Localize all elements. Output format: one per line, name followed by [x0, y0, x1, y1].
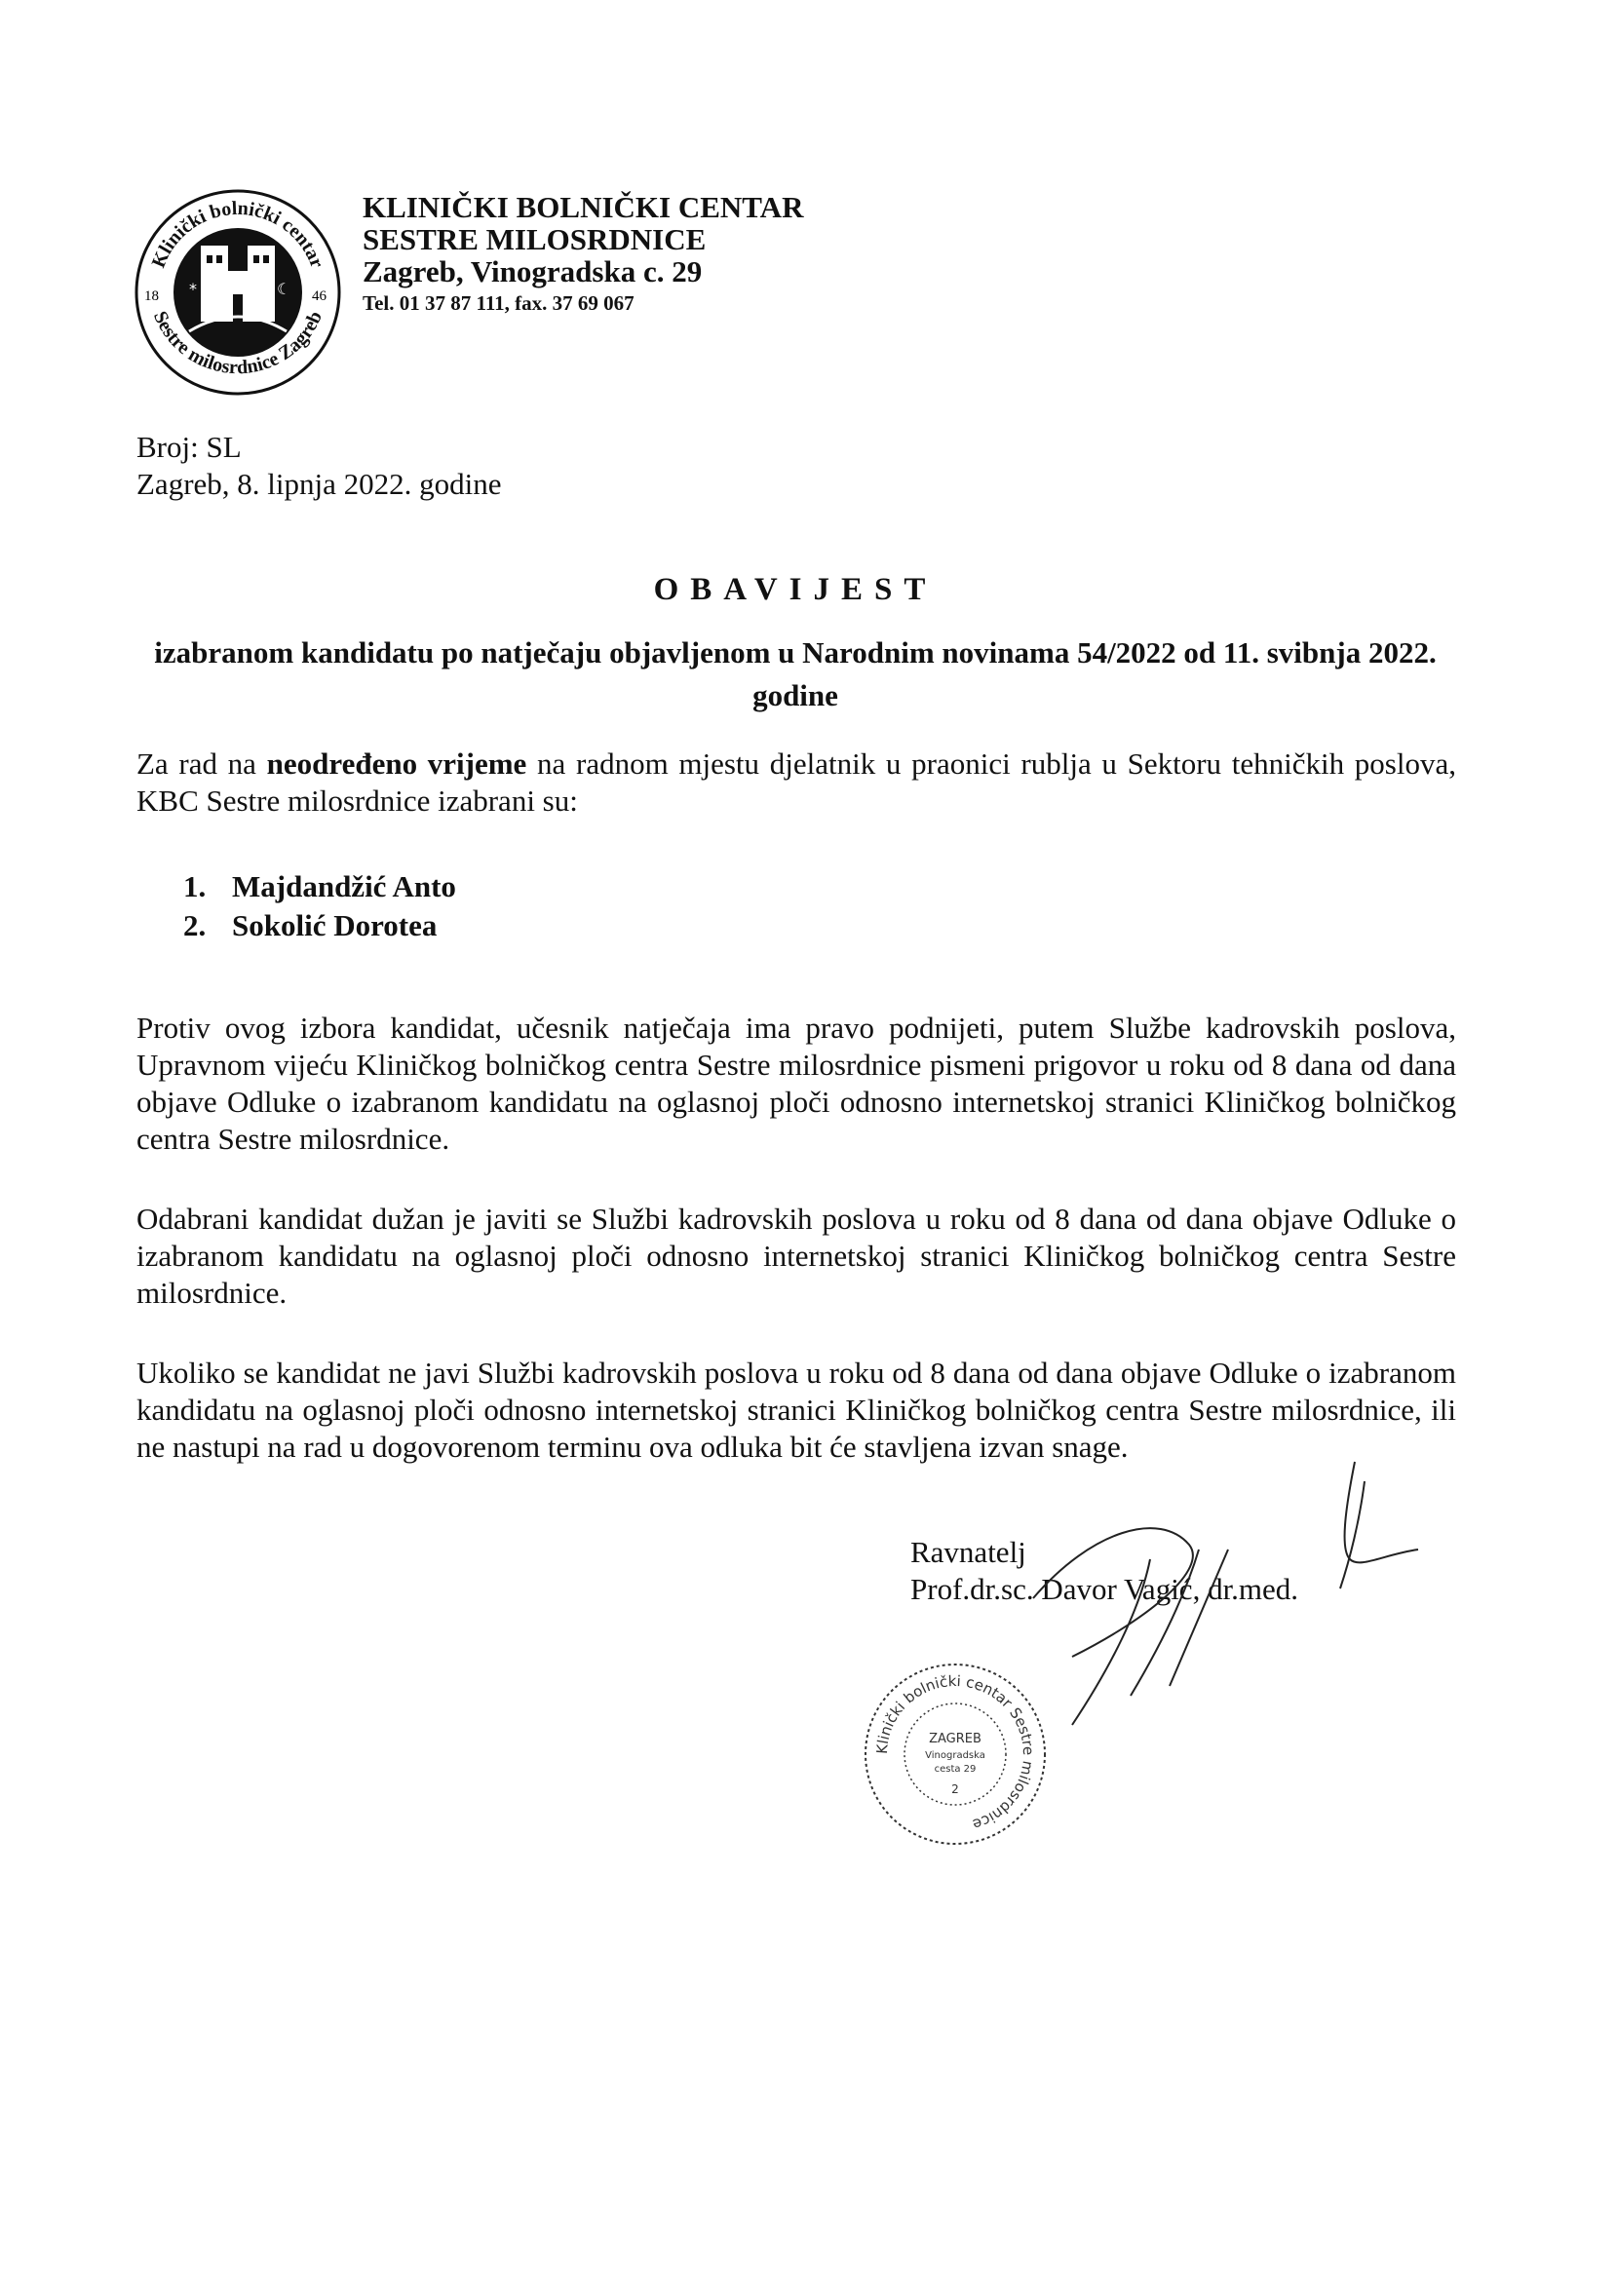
signatory-name: Prof.dr.sc. Davor Vagić, dr.med.: [910, 1572, 1299, 1606]
document-subtitle: izabranom kandidatu po natječaju objavljenom u Narodnim novinama 54/2022 od 11. svibnja 2022. godine: [154, 635, 1437, 712]
logo-year-right: 46: [312, 288, 327, 304]
candidate-name: Majdandžić Anto: [232, 869, 456, 903]
candidate-list: [183, 867, 456, 945]
logo-year-left: 18: [144, 288, 159, 304]
document-date: Zagreb, 8. lipnja 2022. godine: [136, 467, 502, 501]
intro-paragraph: [136, 746, 1456, 820]
logo-text-bottom: Sestre milosrdnice Zagreb: [148, 308, 327, 379]
stamp-ring-text: Klinički bolnički centar Sestre milosrdnice: [872, 1671, 1038, 1834]
validity-paragraph: Ukoliko se kandidat ne javi Službi kadrovskih poslova u roku od 8 dana od dana objave Odluke o izabranom kandidatu na oglasnoj ploči odnosno internetskoj stranici Kliničkog bolničkog centra Sestre milosrdnice, ili ne nastupi na rad u dogovorenom terminu ova odluka bit će stavljena izvan snage.: [136, 1356, 1456, 1464]
intro-text-before: Za rad na: [136, 746, 267, 781]
intro-text-after: na radnom mjestu djelatnik u praonici rublja u Sektoru tehničkih poslova, KBC Sestre milosrdnice izabrani su:: [136, 746, 1456, 818]
document-title: OBAVIJEST: [653, 572, 938, 607]
reporting-paragraph: Odabrani kandidat dužan je javiti se Službi kadrovskih poslova u roku od 8 dana od dana objave Odluke o izabranom kandidatu na oglasnoj ploči odnosno internetskoj stranici Kliničkog bolničkog centra Sestre milosrdnice.: [136, 1202, 1456, 1310]
list-item: [183, 867, 456, 906]
institution-name-line2: SESTRE MILOSRDNICE: [363, 222, 707, 256]
reference-number: Broj: SL: [136, 430, 242, 464]
objection-paragraph: Protiv ovog izbora kandidat, učesnik natječaja ima pravo podnijeti, putem Službe kadrovskih poslova, Upravnom vijeću Kliničkog bolničkog centra Sestre milosrdnice pismeni prigovor u roku od 8 dana od dana objave Odluke o izabranom kandidatu na oglasnoj ploči odnosno internetskoj stranici Kliničkog bolničkog centra Sestre milosrdnice.: [136, 1011, 1456, 1156]
svg-text:☾: ☾: [277, 280, 291, 298]
hospital-logo: [131, 185, 345, 400]
intro-text-bold: neodređeno vrijeme: [266, 746, 527, 781]
institution-address: Zagreb, Vinogradska c. 29: [363, 254, 703, 288]
list-item-number: 2.: [183, 908, 207, 942]
candidate-name: Sokolić Dorotea: [232, 908, 438, 942]
letterhead: [363, 191, 803, 319]
institution-contact: Tel. 01 37 87 111, fax. 37 69 067: [363, 291, 635, 315]
list-item: [183, 906, 456, 945]
svg-text:*: *: [189, 280, 197, 298]
signatory-role: Ravnatelj: [910, 1535, 1026, 1569]
document-meta: [136, 429, 502, 503]
stamp-street: Vinogradska: [925, 1750, 985, 1761]
logo-text-top: Klinički bolnički centar: [147, 197, 328, 271]
stamp-number: cesta 29: [934, 1764, 977, 1775]
stamp-city: ZAGREB: [929, 1732, 981, 1746]
institution-name-line1: KLINIČKI BOLNIČKI CENTAR: [363, 190, 804, 224]
official-stamp: [858, 1657, 1053, 1852]
list-item-number: 1.: [183, 869, 207, 903]
stamp-serial: 2: [951, 1782, 959, 1796]
